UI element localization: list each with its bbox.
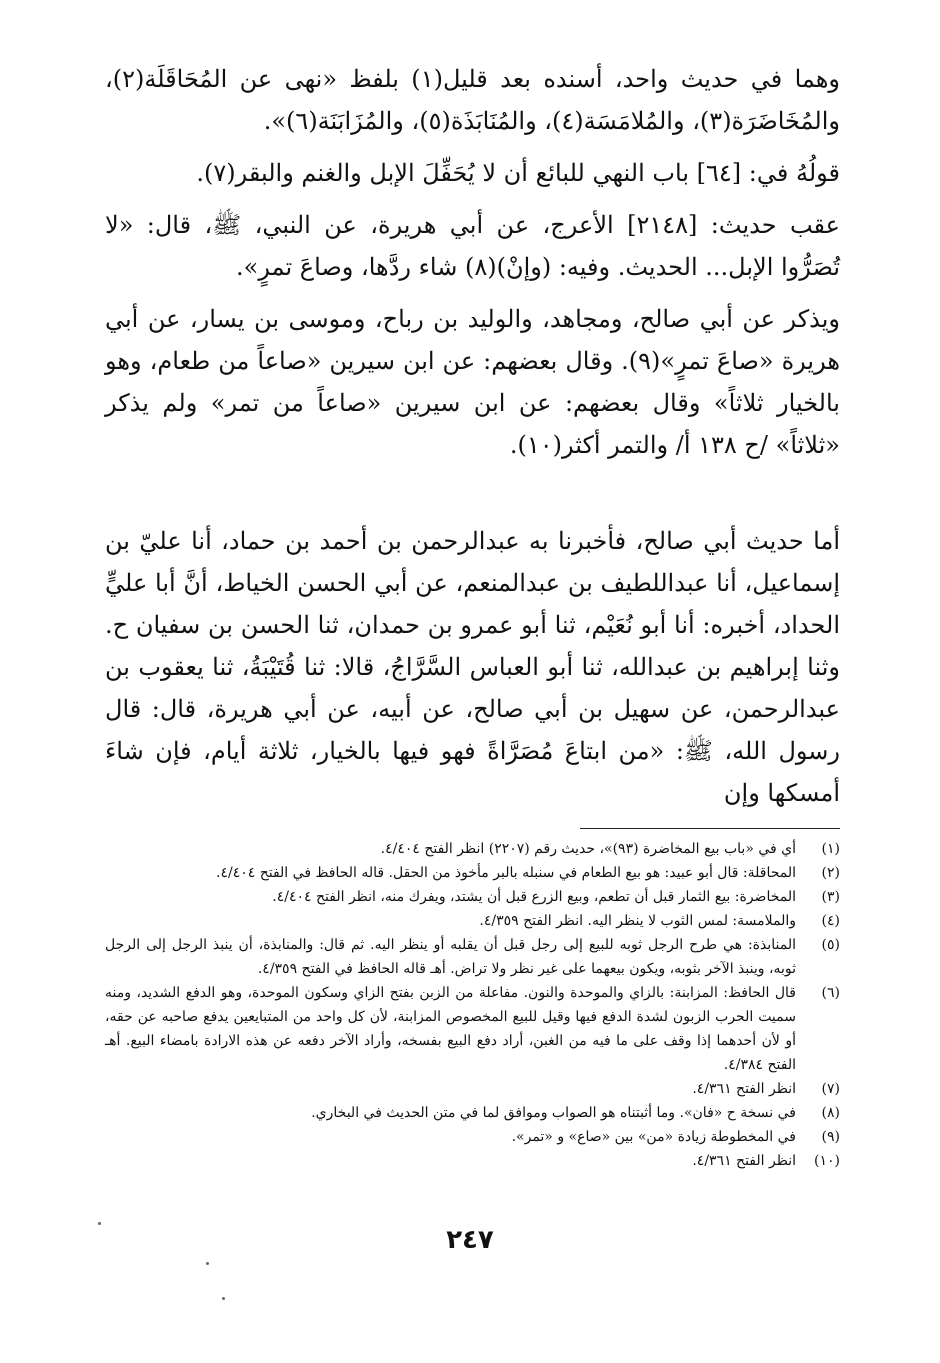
scan-speck [222,1297,225,1300]
page-body [105,58,840,1173]
footnote-text: أي في «باب بيع المخاضرة (٩٣)»، حديث رقم (٢٢٠٧) انظر الفتح ٤/٤٠٤. [380,841,796,857]
page-number: ٢٤٧ [446,1225,494,1255]
footnote-number: (٤) [821,913,840,929]
footnote-number: (٨) [821,1105,840,1121]
footnotes [105,837,840,1173]
main-paragraph-2: قولُهُ في: [٦٤] باب النهي للبائع أن لا يُحَفِّلَ الإبل والغنم والبقر(٧). [196,159,840,187]
footnote-number: (١) [821,841,840,857]
footnote-number: (٢) [821,865,840,881]
footnote-text: قال الحافظ: المزابنة: بالزاي والموحدة والنون. مفاعلة من الزبن بفتح الزاي وسكون الموحدة، وهو الدفع الشديد، ومنه سميت الحرب الزبون لشدة الدفع فيها وقيل للبيع المخصوص المزابنة، لأن كل واحد من المتبايعين يدفع صاحبه عن حقه، أو لأن أحدهما إذا وقف على ما فيه من الغبن، أراد دفع البيع بفسخه، وأراد الآخر دفعه عن هذه الارادة بامضاء البيع. أهـ الفتح ٤/٣٨٤. [105,985,796,1073]
main-paragraph-4: ويذكر عن أبي صالح، ومجاهد، والوليد بن رباح، وموسى بن يسار، عن أبي هريرة «صاعَ تمرٍ»(٩). وقال بعضهم: عن ابن سيرين «صاعاً من طعام، وهو بالخيار ثلاثاً» وقال بعضهم: عن ابن سيرين «صاعاً من تمر» ولم يذكر «ثلاثاً» /ح ١٣٨ أ/ والتمر أكثر(١٠). [105,305,840,459]
footnote [105,981,840,1077]
footnote [105,837,840,861]
main-paragraph-3: عقب حديث: [٢١٤٨] الأعرج، عن أبي هريرة، عن النبي، ﷺ، قال: «لا تُصَرُّوا الإبل... الحديث. وفيه: (وإنْ)(٨) شاء ردَّها، وصاعَ تمرٍ». [105,211,840,281]
scan-speck [98,1222,101,1225]
footnote-number: (٧) [821,1081,840,1097]
footnote-separator [580,828,840,829]
footnote [105,861,840,885]
footnote-number: (٩) [821,1129,840,1145]
footnote [105,885,840,909]
footnote-text: المخاضرة: بيع الثمار قبل أن تطعم، وبيع الزرع قبل أن يشتد، ويفرك منه، انظر الفتح ٤/٤٠٤. [272,889,796,905]
footnote-text: في المخطوطة زيادة «من» بين «صاع» و «تمر». [511,1129,796,1145]
footnote-number: (١٠) [814,1153,840,1169]
main-paragraph-1: وهما في حديث واحد، أسنده بعد قليل(١) بلفظ «نهى عن المُحَاقَلَة(٢)، والمُخَاضَرَة(٣)، والمُلامَسَة(٤)، والمُنَابَذَة(٥)، والمُزَابَنَة(٦)». [105,65,841,135]
scan-speck [206,1262,209,1265]
footnote-text: المنابذة: هي طرح الرجل ثوبه للبيع إلى رجل قبل أن يقلبه أو ينظر اليه. ثم قال: والمنابذة، أن ينبذ الرجل إلى الرجل ثوبه، وينبذ الآخر بثوبه، ويكون بيعهما على غير نظر ولا تراض. أهـ قاله الحافظ في الفتح ٤/٣٥٩. [105,937,796,977]
footnote-text: المحاقلة: قال أبو عبيد: هو بيع الطعام في سنبله بالبر مأخوذ من الحقل. قاله الحافظ في الفتح ٤/٤٠٤. [216,865,796,881]
footnote-text: والملامسة: لمس الثوب لا ينظر اليه. انظر الفتح ٤/٣٥٩. [479,913,796,929]
footnote-text: في نسخة ح «فان». وما أثبتناه هو الصواب وموافق لما في متن الحديث في البخاري. [311,1105,796,1121]
footnote-number: (٦) [821,985,840,1001]
footnote [105,1077,840,1101]
main-paragraph-5: أما حديث أبي صالح، فأخبرنا به عبدالرحمن بن أحمد بن حماد، أنا عليّ بن إسماعيل، أنا عبداللطيف بن عبدالمنعم، عن أبي الحسن الخياط، أنَّ أبا عليٍّ الحداد، أخبره: أنا أبو نُعَيْم، ثنا أبو عمرو بن حمدان، ثنا الحسن بن سفيان ح. وثنا إبراهيم بن عبدالله، ثنا أبو العباس السَّرَّاجُ، قالا: ثنا قُتَيْبَةُ، ثنا يعقوب بن عبدالرحمن، عن سهيل بن أبي صالح، عن أبيه، عن أبي هريرة، قال: قال رسول الله، ﷺ: «من ابتاعَ مُصَرَّاةً فهو فيها بالخيار، ثلاثة أيام، فإن شاءَ أمسكها وإن [105,527,840,807]
footnote-number: (٣) [821,889,840,905]
footnote [105,909,840,933]
footnote-number: (٥) [821,937,840,953]
footnote [105,933,840,981]
footnote-text: انظر الفتح ٤/٣٦١. [692,1153,796,1169]
footnote [105,1149,840,1173]
footnote [105,1125,840,1149]
footnote [105,1101,840,1125]
footnote-text: انظر الفتح ٤/٣٦١. [692,1081,796,1097]
